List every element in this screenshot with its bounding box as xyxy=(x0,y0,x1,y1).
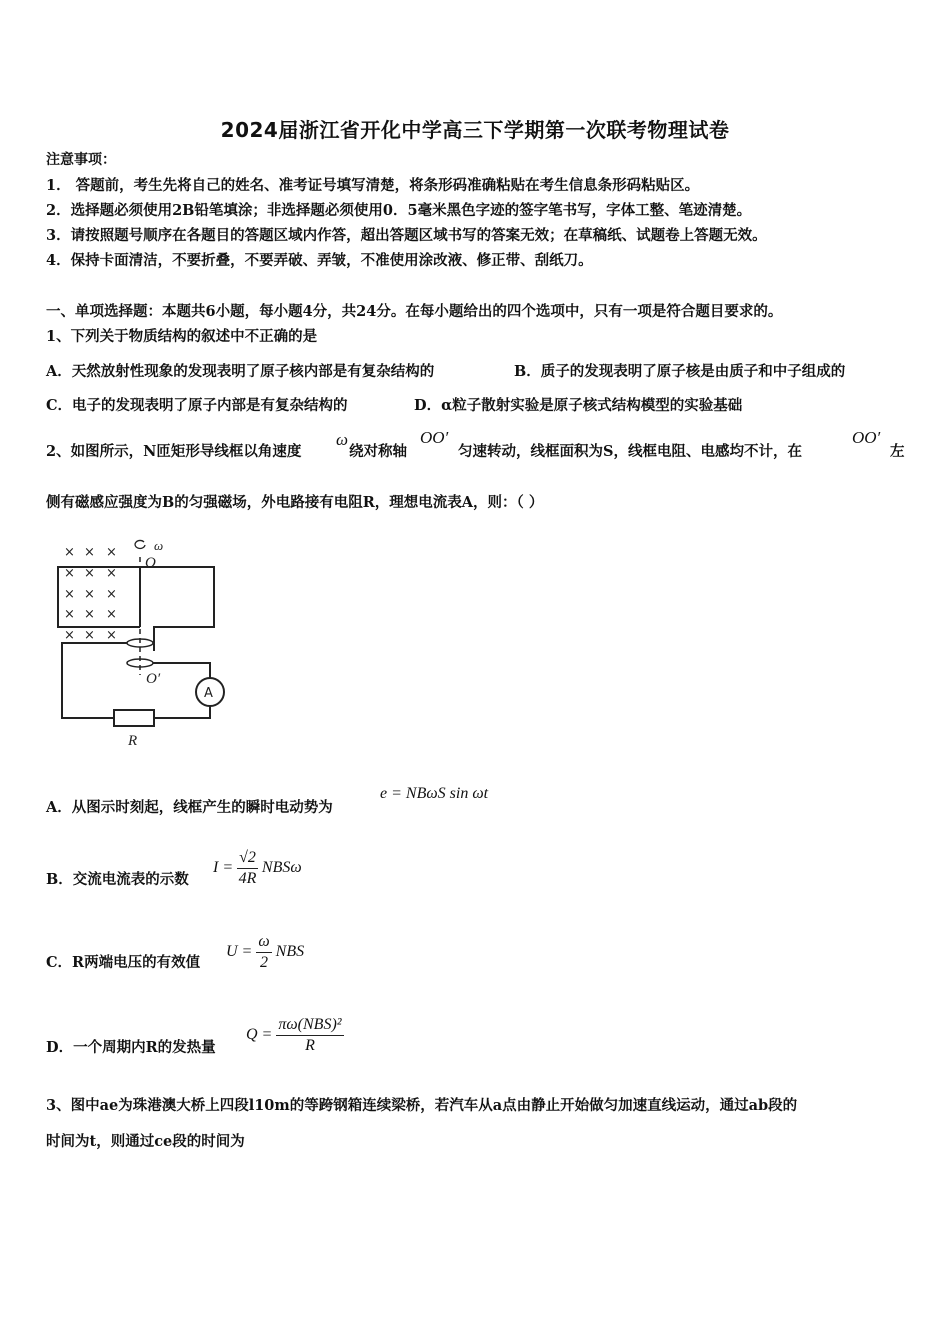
field-mark: × xyxy=(84,628,95,643)
fraction-numerator: πω(NBS)² xyxy=(276,1015,343,1036)
page-title: 2024届浙江省开化中学高三下学期第一次联考物理试卷 xyxy=(220,118,730,142)
formula-lhs: I = xyxy=(213,859,234,877)
q2-axis-2: OO′ xyxy=(852,428,881,447)
formula-fraction xyxy=(256,932,271,973)
formula-rhs: NBS xyxy=(275,943,305,961)
q1-option-a: A．天然放射性现象的发现表明了原子核内部是有复杂结构的 xyxy=(46,363,435,380)
notice-item-4: 4．保持卡面清洁，不要折叠，不要弄破、弄皱，不准使用涂改液、修正带、刮纸刀。 xyxy=(46,252,593,269)
fraction-denominator: 4R xyxy=(238,870,257,887)
formula-fraction xyxy=(276,1015,343,1056)
field-mark: × xyxy=(106,545,117,560)
q1-option-b: B．质子的发现表明了原子核是由质子和中子组成的 xyxy=(514,363,846,380)
q2-stem-part3: 匀速转动，线框面积为S，线框电阻、电感均不计，在 xyxy=(458,443,802,460)
fraction-denominator: R xyxy=(305,1037,315,1054)
field-mark: × xyxy=(106,628,117,643)
resistor-label: R xyxy=(128,733,138,749)
section-heading: 一、单项选择题：本题共6小题，每小题4分，共24分。在每小题给出的四个选项中，只有一项是符合题目要求的。 xyxy=(46,303,783,320)
notice-heading: 注意事项： xyxy=(46,152,116,168)
formula-fraction xyxy=(237,848,258,889)
formula-lhs: Q = xyxy=(246,1026,273,1044)
q3-line-2: 时间为t，则通过ce段的时间为 xyxy=(46,1133,245,1150)
q2-option-b-text: B．交流电流表的示数 xyxy=(46,871,189,888)
fraction-denominator: 2 xyxy=(260,954,268,971)
field-mark: × xyxy=(64,587,75,602)
field-mark: × xyxy=(84,566,95,581)
field-mark: × xyxy=(84,587,95,602)
field-mark: × xyxy=(64,628,75,643)
q2-option-a-formula: e = NBωS sin ωt xyxy=(380,785,489,802)
field-mark: × xyxy=(84,545,95,560)
notice-item-1: 1． 答题前，考生先将自己的姓名、准考证号填写清楚，将条形码准确粘贴在考生信息条形码粘贴区。 xyxy=(46,177,700,194)
fraction-numerator: ω xyxy=(256,932,271,953)
wire-frame-right xyxy=(140,567,214,651)
field-mark: × xyxy=(106,587,117,602)
q1-option-d: D．α粒子散射实验是原子核式结构模型的实验基础 xyxy=(414,397,743,414)
formula-lhs: U = xyxy=(226,943,253,961)
q1-option-c: C．电子的发现表明了原子内部是有复杂结构的 xyxy=(46,397,348,414)
fraction-numerator: √2 xyxy=(237,848,258,869)
field-mark: × xyxy=(106,607,117,622)
ammeter-label: A xyxy=(204,686,213,701)
wire-external-bottom xyxy=(154,706,210,718)
field-mark: × xyxy=(64,566,75,581)
q2-option-a-text: A．从图示时刻起，线框产生的瞬时电动势为 xyxy=(46,799,333,816)
circuit-diagram xyxy=(44,535,234,750)
axis-label-o-prime: O′ xyxy=(146,671,161,687)
q2-option-c-text: C．R两端电压的有效值 xyxy=(46,954,201,971)
q3-line-1: 3、图中ae为珠港澳大桥上四段l10m的等跨钢箱连续梁桥，若汽车从a点由静止开始做匀加速直线运动，通过ab段的 xyxy=(46,1097,798,1114)
wire-external-left xyxy=(62,643,127,718)
resistor-icon xyxy=(114,710,154,726)
q2-axis: OO′ xyxy=(420,428,449,447)
q2-option-c-formula xyxy=(226,932,304,973)
notice-item-2: 2．选择题必须使用2B铅笔填涂；非选择题必须使用0．5毫米黑色字迹的签字笔书写，字体工整、笔迹清楚。 xyxy=(46,202,752,219)
omega-label: ω xyxy=(154,538,164,553)
q2-stem-line2: 侧有磁感应强度为B的匀强磁场，外电路接有电阻R，理想电流表A，则：（ ） xyxy=(46,494,544,511)
q2-option-d-formula xyxy=(246,1015,344,1056)
field-mark: × xyxy=(64,607,75,622)
notice-item-3: 3．请按照题号顺序在各题目的答题区域内作答，超出答题区域书写的答案无效；在草稿纸、试题卷上答题无效。 xyxy=(46,227,767,244)
q2-omega: ω xyxy=(336,430,349,449)
q2-option-b-formula xyxy=(213,848,302,889)
q2-stem-part1: 2、如图所示，N匝矩形导线框以角速度 xyxy=(46,443,302,460)
q2-stem-part2: 绕对称轴 xyxy=(349,443,407,460)
rotation-arrow-icon xyxy=(135,540,145,548)
q1-stem: 1、下列关于物质结构的叙述中不正确的是 xyxy=(46,328,318,345)
formula-rhs: NBSω xyxy=(261,859,302,877)
field-mark: × xyxy=(64,545,75,560)
axis-label-o: O xyxy=(145,555,156,571)
q2-option-d-text: D．一个周期内R的发热量 xyxy=(46,1039,216,1056)
wire-external-right xyxy=(153,663,210,678)
field-mark: × xyxy=(106,566,117,581)
q2-stem-part4: 左 xyxy=(890,443,905,460)
magnetic-field-marks xyxy=(64,545,117,643)
field-mark: × xyxy=(84,607,95,622)
